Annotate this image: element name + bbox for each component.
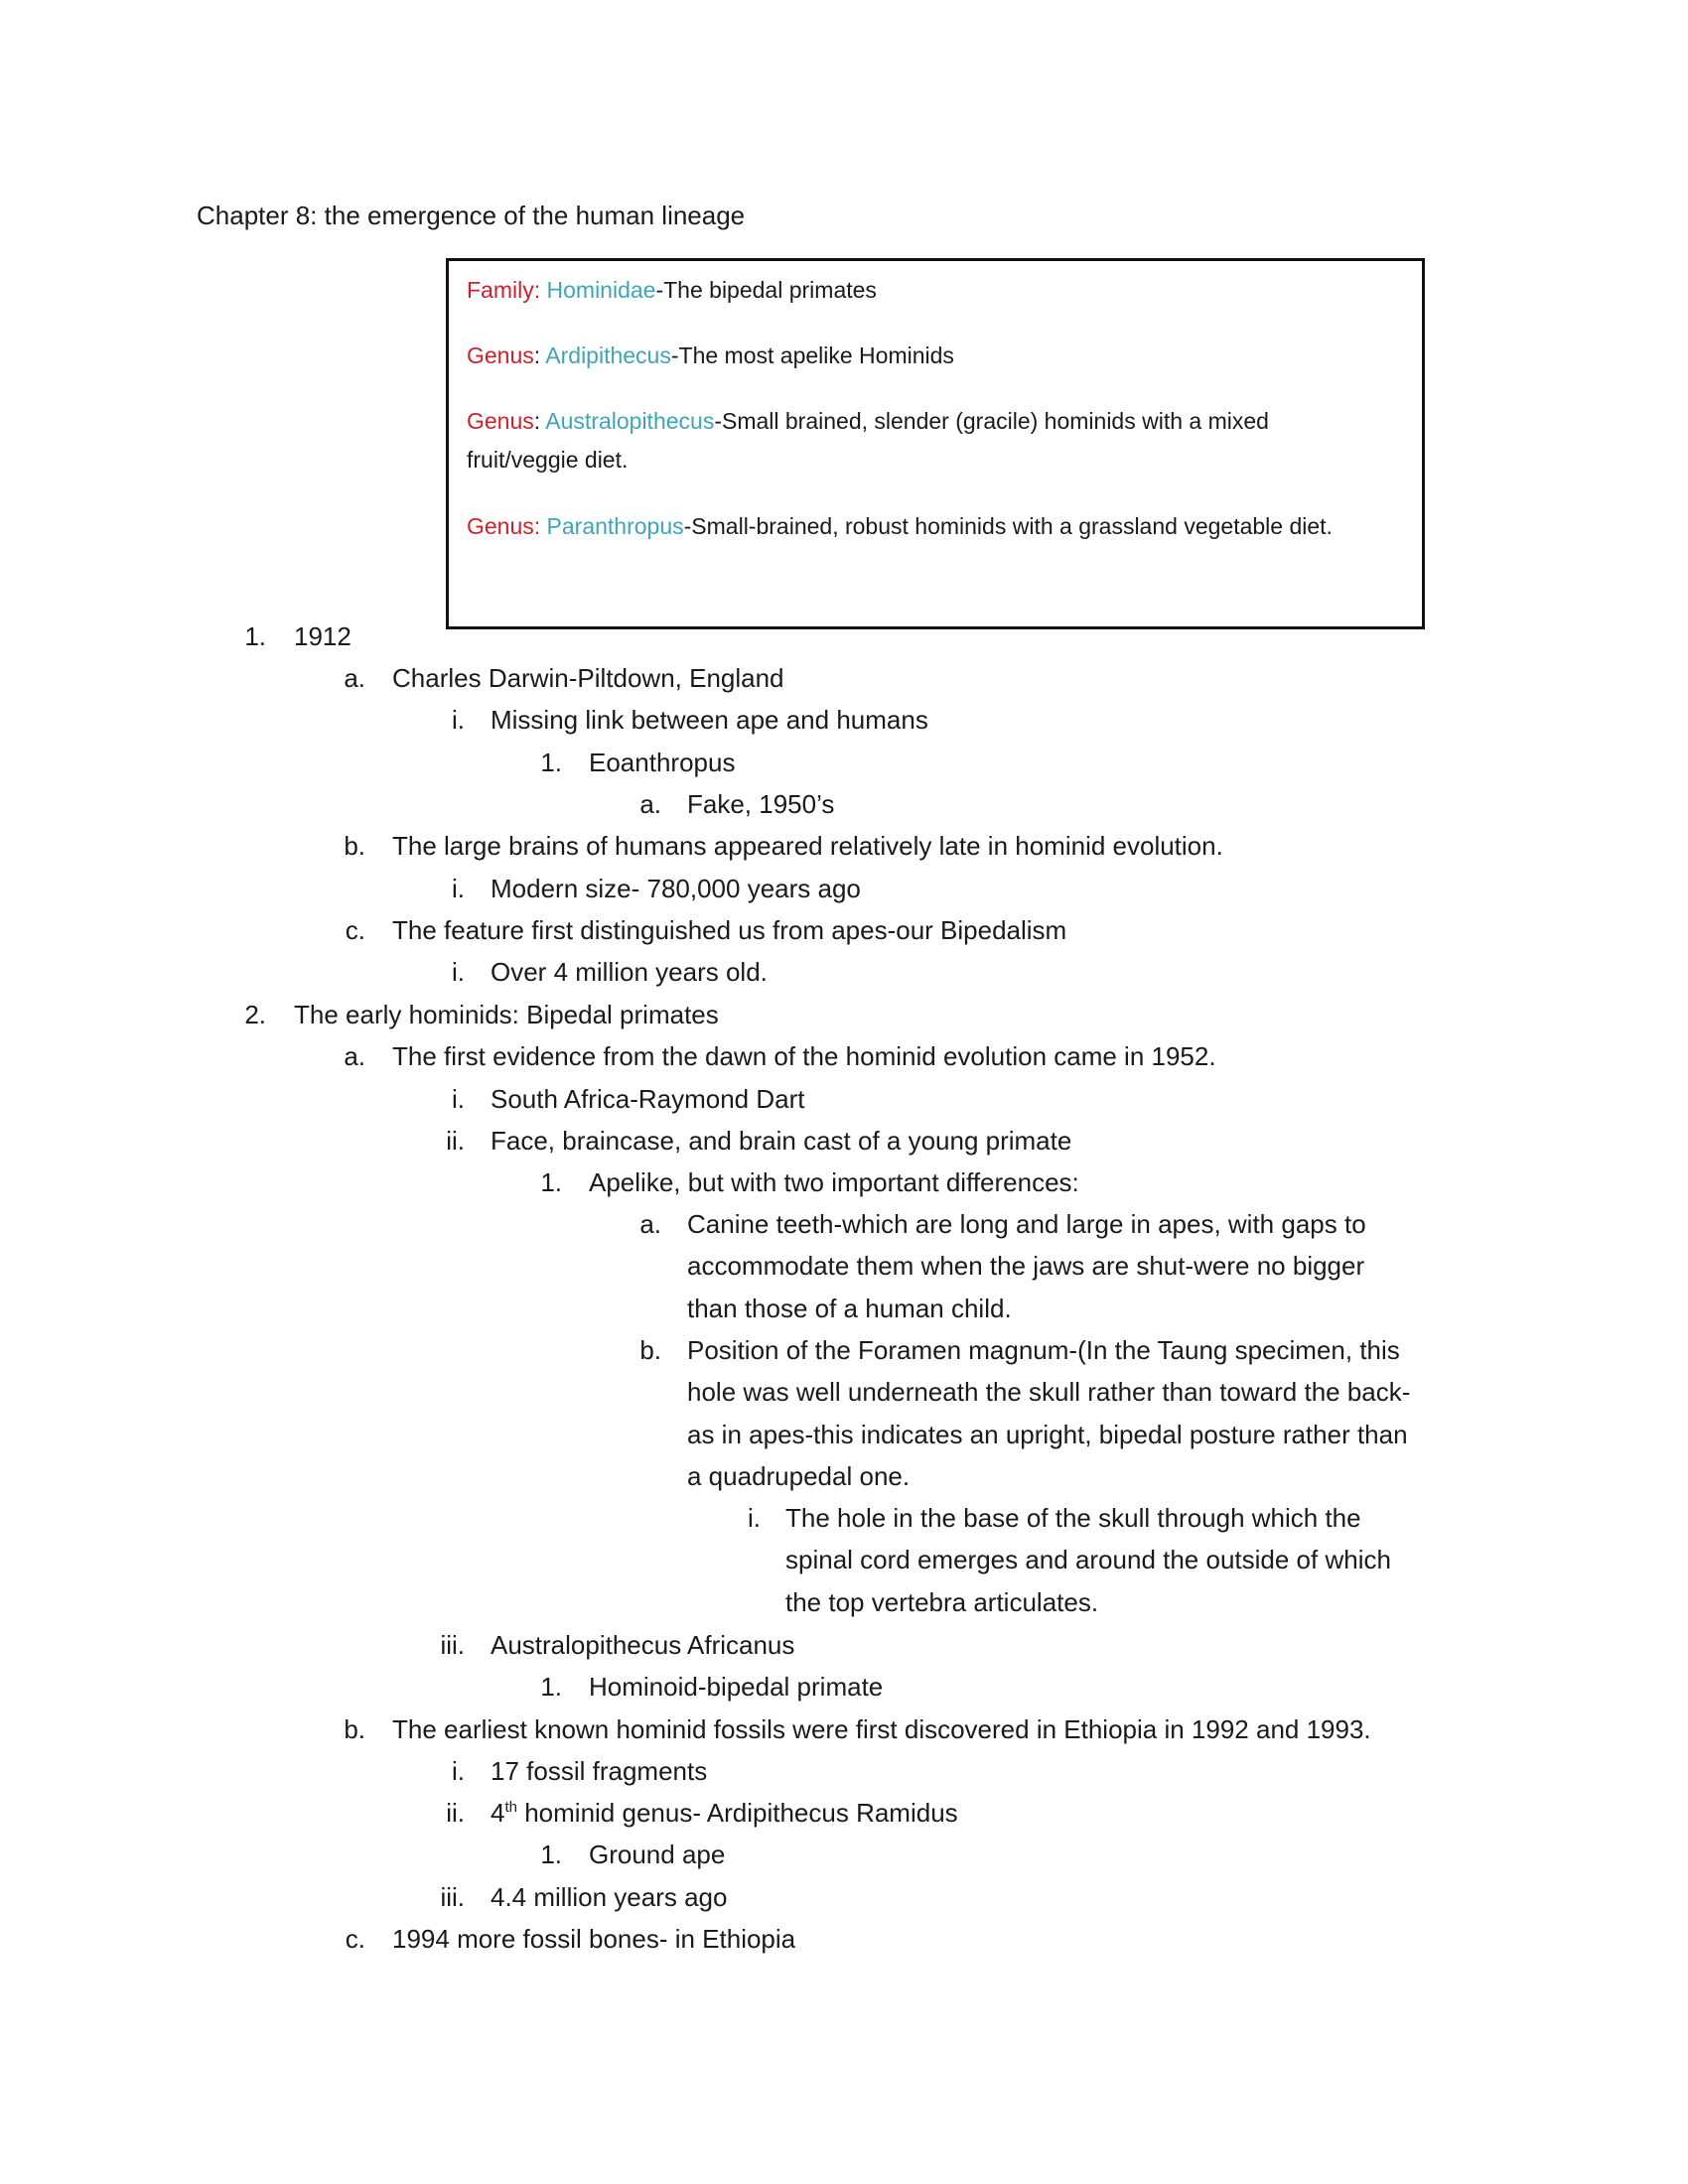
outline-marker: c. xyxy=(345,1924,365,1954)
outline-text: 4.4 million years ago xyxy=(491,1882,728,1912)
outline-text: The large brains of humans appeared relatively late in hominid evolution. xyxy=(392,831,1223,861)
outline-text: Australopithecus Africanus xyxy=(491,1630,795,1660)
taxon-description: -Small-brained, robust hominids with a grassland vegetable diet. xyxy=(683,513,1333,539)
outline-marker: b. xyxy=(639,1335,661,1365)
outline-text: The earliest known hominid fossils were first discovered in Ethiopia in 1992 and 1993. xyxy=(392,1714,1371,1744)
taxon-description: -The most apelike Hominids xyxy=(670,342,954,368)
outline-marker: 1. xyxy=(540,1840,562,1869)
outline-marker: ii. xyxy=(446,1798,465,1828)
outline-marker: ii. xyxy=(446,1126,465,1156)
outline-text: 1994 more fossil bones- in Ethiopia xyxy=(392,1924,796,1954)
taxon-rank: Genus xyxy=(467,342,534,368)
outline-text: Hominoid-bipedal primate xyxy=(589,1672,884,1702)
taxon-description: -Small brained, slender (gracile) hominids with a mixed fruit/veggie diet. xyxy=(467,408,1269,473)
ordinal-superscript: th xyxy=(504,1799,517,1816)
outline-marker: iii. xyxy=(440,1630,465,1660)
taxonomy-entry-ardipithecus xyxy=(467,337,1370,375)
taxonomy-box xyxy=(446,258,1425,629)
outline-text xyxy=(687,1203,1366,1329)
taxon-name: Australopithecus xyxy=(545,408,715,434)
taxonomy-entry-paranthropus xyxy=(467,507,1370,546)
outline-marker: 1. xyxy=(540,748,562,777)
outline-text-line: the top vertebra articulates. xyxy=(785,1586,1099,1617)
taxon-name: Hominidae xyxy=(546,277,656,303)
outline-text-line: a quadrupedal one. xyxy=(687,1460,911,1491)
outline-text: Modern size- 780,000 years ago xyxy=(491,874,861,903)
outline-text: Face, braincase, and brain cast of a young primate xyxy=(491,1126,1072,1156)
outline-text: 17 fossil fragments xyxy=(491,1756,708,1786)
outline-text-line: as in apes-this indicates an upright, bipedal posture rather than xyxy=(687,1419,1408,1449)
taxon-description: -The bipedal primates xyxy=(655,277,877,303)
outline-text: Missing link between ape and humans xyxy=(491,705,928,735)
outline-text-line: Canine teeth-which are long and large in apes, with gaps to xyxy=(687,1209,1366,1239)
outline-text: The early hominids: Bipedal primates xyxy=(294,1000,719,1029)
outline-text-line: spinal cord emerges and around the outside of which xyxy=(785,1545,1391,1575)
outline-text: Over 4 million years old. xyxy=(491,957,768,987)
outline-marker: i. xyxy=(452,957,465,987)
outline-marker: i. xyxy=(452,1756,465,1786)
outline-text: Charles Darwin-Piltdown, England xyxy=(392,663,784,693)
outline-text: Eoanthropus xyxy=(589,748,736,777)
outline-text xyxy=(687,1329,1410,1497)
taxon-rank: Family: xyxy=(467,277,541,303)
outline-marker: i. xyxy=(452,874,465,903)
outline-marker: a. xyxy=(639,789,661,819)
outline-marker: i. xyxy=(748,1503,761,1533)
outline-text: Apelike, but with two important differences: xyxy=(589,1167,1079,1197)
outline-marker: 1. xyxy=(540,1672,562,1702)
outline-marker: i. xyxy=(452,705,465,735)
outline-marker: a. xyxy=(344,1041,365,1071)
outline-marker: 2. xyxy=(244,1000,266,1029)
outline-text-line: Position of the Foramen magnum-(In the Taung specimen, this xyxy=(687,1335,1400,1365)
outline-marker: c. xyxy=(345,915,365,945)
taxon-colon: : xyxy=(533,342,541,368)
outline-text: 1912 xyxy=(294,621,352,651)
taxon-rank: Genus: xyxy=(467,513,541,539)
outline-text: Ground ape xyxy=(589,1840,726,1869)
outline-marker: b. xyxy=(344,1714,365,1744)
outline-text-line: than those of a human child. xyxy=(687,1293,1012,1323)
outline-marker: i. xyxy=(452,1084,465,1114)
outline-text-line: hole was well underneath the skull rather than toward the back- xyxy=(687,1377,1411,1408)
outline-text: 4th hominid genus- Ardipithecus Ramidus xyxy=(491,1798,958,1828)
taxonomy-entry-family xyxy=(467,271,1370,310)
outline-text: The feature first distinguished us from apes-our Bipedalism xyxy=(392,915,1067,945)
outline-text-line: accommodate them when the jaws are shut-were no bigger xyxy=(687,1251,1365,1282)
outline-marker: 1. xyxy=(244,621,266,651)
outline-text: South Africa-Raymond Dart xyxy=(491,1084,805,1114)
chapter-title: Chapter 8: the emergence of the human lineage xyxy=(197,201,746,230)
outline-marker: a. xyxy=(639,1209,661,1239)
taxon-name: Paranthropus xyxy=(546,513,684,539)
outline-marker: 1. xyxy=(540,1167,562,1197)
outline-text: The first evidence from the dawn of the hominid evolution came in 1952. xyxy=(392,1041,1216,1071)
outline-marker: a. xyxy=(344,663,365,693)
outline-text-line: The hole in the base of the skull through which the xyxy=(785,1503,1361,1533)
taxon-name: Ardipithecus xyxy=(545,342,671,368)
outline-text: Fake, 1950’s xyxy=(687,789,835,819)
taxon-colon: : xyxy=(533,408,541,434)
taxon-rank: Genus xyxy=(467,408,534,434)
taxonomy-entry-australopithecus xyxy=(467,402,1370,479)
outline-marker: b. xyxy=(344,831,365,861)
outline-marker: iii. xyxy=(440,1882,465,1912)
outline-text xyxy=(785,1497,1391,1623)
